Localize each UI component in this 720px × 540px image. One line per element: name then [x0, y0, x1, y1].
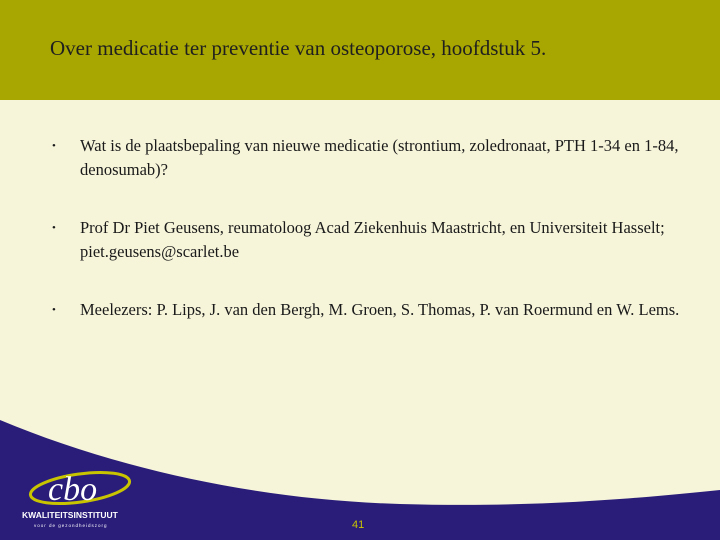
bullet-text: Meelezers: P. Lips, J. van den Bergh, M. Groen, S. Thomas, P. van Roermund en W. Lems.: [80, 300, 680, 319]
bullet-text: Prof Dr Piet Geusens, reumatoloog Acad Ziekenhuis Maastricht, en Universiteit Hasselt; piet.geusens@scarlet.be: [80, 218, 665, 261]
logo-mark: cbo: [48, 471, 98, 508]
bullet-item: [52, 216, 682, 264]
cbo-logo: [18, 462, 138, 532]
slide-title: Over medicatie ter preventie van osteoporose, hoofdstuk 5.: [50, 36, 547, 60]
bullet-icon: •: [52, 222, 56, 234]
page-number: 41: [352, 519, 365, 531]
bullet-icon: •: [52, 140, 56, 152]
bullet-icon: •: [52, 304, 56, 316]
bullet-text: Wat is de plaatsbepaling van nieuwe medicatie (strontium, zoledronaat, PTH 1-34 en 1-84, denosumab)?: [80, 136, 679, 179]
bullet-list: [52, 134, 682, 356]
bullet-item: [52, 298, 682, 322]
bullet-item: [52, 134, 682, 182]
logo-name: KWALITEITSINSTITUUT: [22, 510, 118, 520]
title-bar: [0, 0, 720, 100]
logo-tagline: voor de gezondheidszorg: [34, 523, 108, 528]
